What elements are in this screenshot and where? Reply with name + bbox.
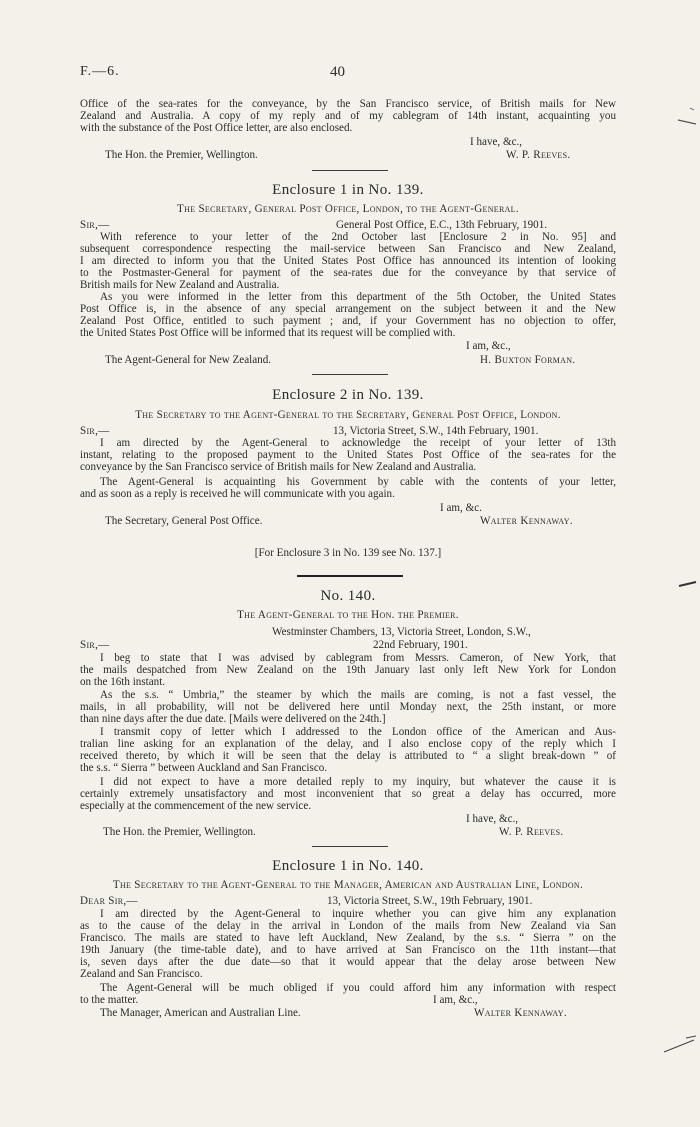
- addressee: The Agent-General for New Zealand.: [105, 354, 272, 366]
- letter-address: 13, Victoria Street, S.W., 14th February, 1901.: [333, 425, 539, 437]
- signature: W. P. Reeves.: [506, 149, 571, 161]
- body-line: British mails for New Zealand and Australia.: [80, 279, 280, 291]
- salutation: Dear Sir,—: [80, 895, 138, 907]
- body-line: 19th January (the time-table date), and to have arrived at San Francisco on the 11th instant—that: [80, 944, 616, 956]
- body-line: As the s.s. “ Umbria,” the steamer by which the mails are coming, is not a fast vessel, the: [100, 689, 616, 701]
- section-heading: Enclosure 1 in No. 140.: [272, 858, 424, 874]
- margin-mark: [676, 104, 700, 128]
- margin-mark: [676, 578, 700, 592]
- body-line: I beg to state that I was advised by cablegram from Messrs. Cameron, of New York, that: [100, 652, 616, 664]
- letter-date: 22nd February, 1901.: [373, 639, 468, 651]
- addressee: The Secretary, General Post Office.: [105, 515, 263, 527]
- section-heading: Enclosure 1 in No. 139.: [272, 182, 424, 198]
- body-line: received thereto, by which it will be seen that the delay is attributed to “ a slight break-down ” of: [80, 750, 616, 762]
- body-line: With reference to your letter of the 2nd October last [Enclosure 2 in No. 95] and: [100, 231, 616, 243]
- body-line: tralian line asking for an explanation of the delay, and I also enclose copy of the reply which I: [80, 738, 616, 750]
- section-divider: [297, 575, 403, 577]
- signature: H. Buxton Forman.: [480, 354, 576, 366]
- closing: I am, &c.,: [433, 994, 478, 1006]
- section-divider: [312, 170, 388, 171]
- body-line: Post Office is, in the absence of any special arrangement on the subject between it and the New: [80, 303, 616, 315]
- body-line: I transmit copy of letter which I addressed to the London office of the American and Aus-: [100, 726, 616, 738]
- body-line: conveyance by the San Francisco service of British mails for New Zealand and Australia.: [80, 461, 477, 473]
- body-line: Zealand Post Office, entitled to such payment ; and, if your Government has no objection to offer,: [80, 315, 616, 327]
- body-line: The Agent-General will be much obliged if you could afford him any information with respect: [100, 982, 616, 994]
- closing: I have, &c.,: [466, 813, 519, 825]
- body-line: the s.s. “ Sierra ” between Auckland and San Francisco.: [80, 762, 328, 774]
- body-line: I did not expect to have a more detailed reply to my inquiry, but whatever the cause it is: [100, 776, 616, 788]
- intro-line: Zealand and Australia. A copy of my reply and of my cablegram of 14th instant, acquainting you: [80, 110, 616, 122]
- body-line: I am directed to inform you that the United States Post Office has announced its intention of looking: [80, 255, 616, 267]
- body-line: The Agent-General is acquainting his Government by cable with the contents of your letter,: [100, 476, 616, 488]
- section-divider: [312, 846, 388, 847]
- addressee: The Hon. the Premier, Wellington.: [105, 149, 258, 161]
- addressee: The Hon. the Premier, Wellington.: [103, 826, 256, 838]
- signature: W. P. Reeves.: [499, 826, 564, 838]
- section-heading: No. 140.: [320, 588, 376, 604]
- signature: Walter Kennaway.: [480, 515, 573, 527]
- page-reference: F.—6.: [80, 64, 120, 79]
- body-line: and as soon as a reply is received he will communicate with you again.: [80, 488, 395, 500]
- body-line: I am directed by the Agent-General to acknowledge the receipt of your letter of 13th: [100, 437, 616, 449]
- body-line: on the 16th instant.: [80, 676, 166, 688]
- body-line: to the Postmaster-General for payment of the sea-rates due for the conveyance by that service of: [80, 267, 616, 279]
- signature: Walter Kennaway.: [474, 1007, 567, 1019]
- section-heading: Enclosure 2 in No. 139.: [272, 387, 424, 403]
- body-line: certainly extremely unsatisfactory and most inconvenient that so great a delay has occurred, more: [80, 788, 616, 800]
- closing: I have, &c.,: [470, 136, 523, 148]
- body-line: the United States Post Office will be informed that its request will be complied with.: [80, 327, 456, 339]
- section-divider: [312, 374, 388, 375]
- margin-mark: [660, 1034, 700, 1056]
- intro-line: Office of the sea-rates for the conveyance, by the San Francisco service, of British mails for New: [80, 98, 616, 110]
- body-line: than nine days after the due date. [Mails were delivered on the 24th.]: [80, 713, 386, 725]
- closing: I am, &c.: [440, 502, 482, 514]
- body-line: especially at the commencement of the new service.: [80, 800, 312, 812]
- letter-address: 13, Victoria Street, S.W., 19th February, 1901.: [327, 895, 533, 907]
- body-line: as to the cause of the delay in the arrival in London of the mails from New Zealand via San: [80, 920, 616, 932]
- salutation: Sir,—: [80, 639, 110, 651]
- body-line: Francisco. The mails are stated to have left Auckland, New Zealand, by the s.s. “ Sierra ” on the: [80, 932, 616, 944]
- intro-line: with the substance of the Post Office letter, are also enclosed.: [80, 122, 353, 134]
- page-number: 40: [330, 64, 345, 80]
- salutation: Sir,—: [80, 219, 110, 231]
- body-line: the mails despatched from New Zealand on the 19th January last only left New York for London: [80, 664, 616, 676]
- addressee: The Manager, American and Australian Line.: [100, 1007, 301, 1019]
- salutation: Sir,—: [80, 425, 110, 437]
- enclosure-note: [For Enclosure 3 in No. 139 see No. 137.]: [254, 547, 442, 559]
- body-line: mails, in all probability, will not be delivered here until Monday next, the 25th instant, or more: [80, 701, 616, 713]
- body-line: instant, relating to the proposed payment to the United States Post Office of the sea-rates for the: [80, 449, 616, 461]
- body-line: is, seven days after the due date—so that it would appear that the delay arose between New: [80, 956, 616, 968]
- section-subtitle: The Secretary to the Agent-General to the Manager, American and Australian Line, London.: [112, 879, 584, 891]
- letter-address: General Post Office, E.C., 13th February, 1901.: [336, 219, 548, 231]
- body-line: subsequent correspondence respecting the mail-service between San Francisco and New Zealand,: [80, 243, 616, 255]
- body-line: to the matter.: [80, 994, 139, 1006]
- body-line: As you were informed in the letter from this department of the 5th October, the United States: [100, 291, 616, 303]
- closing: I am, &c.,: [466, 340, 511, 352]
- section-subtitle: The Secretary to the Agent-General to the Secretary, General Post Office, London.: [135, 409, 561, 421]
- body-line: Zealand and San Francisco.: [80, 968, 203, 980]
- section-subtitle: The Agent-General to the Hon. the Premier.: [237, 609, 459, 621]
- body-line: I am directed by the Agent-General to inquire whether you can give him any explanation: [100, 908, 616, 920]
- letter-address: Westminster Chambers, 13, Victoria Street, London, S.W.,: [272, 626, 531, 638]
- section-subtitle: The Secretary, General Post Office, London, to the Agent-General.: [177, 203, 519, 215]
